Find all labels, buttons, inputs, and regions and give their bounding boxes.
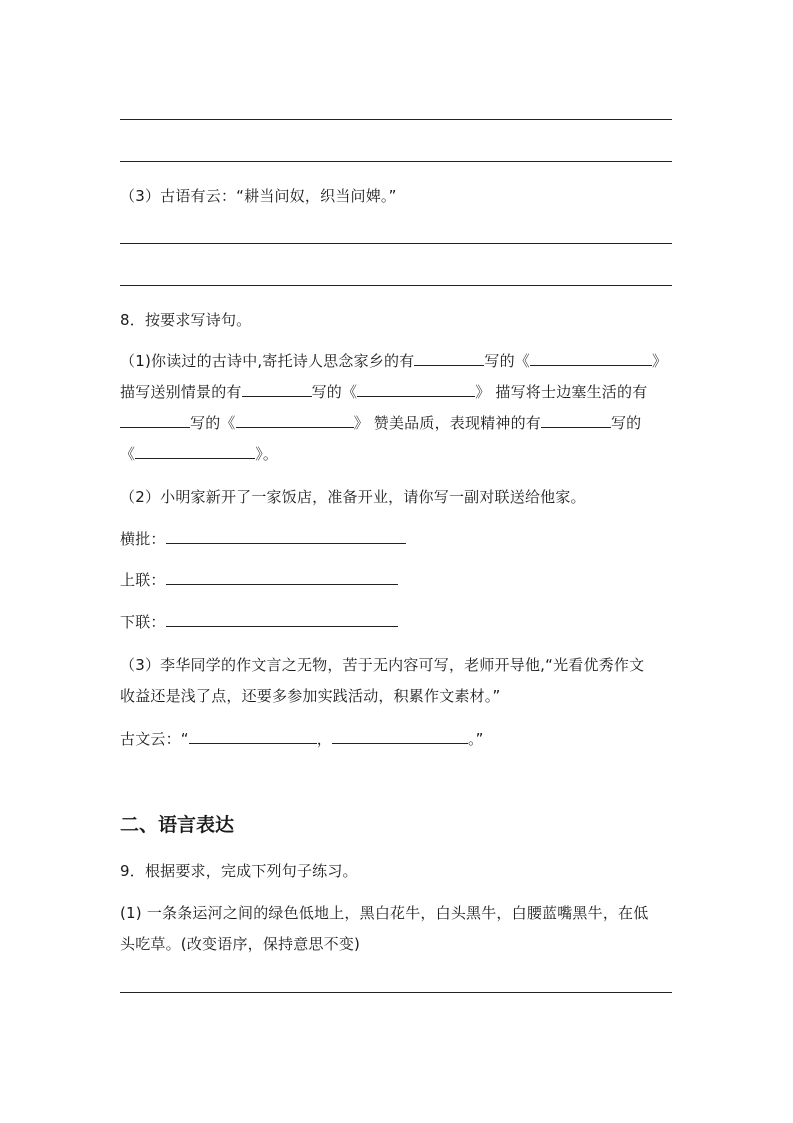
q8-item1-text: 描写送别情景的有	[120, 383, 242, 401]
xialian-blank[interactable]	[166, 612, 398, 627]
blank-title[interactable]	[530, 351, 652, 366]
guwen-blank-1[interactable]	[189, 729, 317, 744]
q7-item3: （3）古语有云：“耕当问奴，织当问婢。”	[120, 187, 397, 205]
q8-item1-line1	[120, 351, 667, 371]
q8-item1-text: 赞美品质，表现精神的有	[373, 414, 541, 432]
hengpi-label: 横批：	[120, 530, 166, 548]
q8-item1-text: 写的《	[190, 414, 236, 432]
answer-line[interactable]	[120, 243, 672, 244]
section-heading: 二、语言表达	[120, 814, 235, 836]
q9-title: 9．根据要求，完成下列句子练习。	[120, 862, 358, 880]
shanglian-blank[interactable]	[166, 570, 398, 585]
guwen-blank-2[interactable]	[332, 729, 468, 744]
q8-item1-text: （1)你读过的古诗中,寄托诗人思念家乡的有	[120, 352, 415, 370]
blank-author[interactable]	[242, 382, 312, 397]
q8-item1-text: 写的	[610, 414, 642, 432]
q8-item2: （2）小明家新开了一家饭店，准备开业，请你写一副对联送给他家。	[120, 488, 586, 506]
xialian-label: 下联：	[120, 613, 166, 631]
hengpi-row	[120, 529, 406, 549]
blank-title[interactable]	[236, 413, 354, 428]
q8-item1-line4	[120, 444, 278, 464]
q8-title: 8．按要求写诗句。	[120, 311, 252, 329]
blank-author[interactable]	[541, 413, 611, 428]
blank-title[interactable]	[357, 382, 475, 397]
blank-title[interactable]	[135, 444, 255, 459]
shanglian-row	[120, 570, 398, 590]
q8-item1-text: 写的《	[484, 352, 530, 370]
blank-author[interactable]	[120, 413, 190, 428]
answer-line[interactable]	[120, 285, 672, 286]
answer-line[interactable]	[120, 119, 672, 120]
q8-item1-line3	[120, 413, 641, 433]
q8-item1-text: 描写将士边塞生活的有	[495, 383, 648, 401]
q8-item1-text: 》	[353, 414, 369, 432]
q8-item1-text: 》	[475, 383, 491, 401]
q9-item1-line1: (1) 一条条运河之间的绿色低地上，黑白花牛，白头黑牛，白腰蓝嘴黑牛，在低	[120, 904, 649, 922]
q8-item1-text: 》。	[255, 445, 279, 463]
hengpi-blank[interactable]	[166, 529, 406, 544]
q8-item3-line2: 收益还是浅了点，还要多参加实践活动，积累作文素材。”	[120, 687, 501, 705]
q9-item1-line2: 头吃草。(改变语序，保持意思不变)	[120, 935, 361, 953]
xialian-row	[120, 612, 398, 632]
guwen-end: 。”	[467, 730, 484, 748]
blank-author[interactable]	[414, 351, 484, 366]
q8-item1-line2	[120, 382, 647, 402]
guwen-row	[120, 729, 484, 749]
q8-item1-text: 》	[651, 352, 668, 370]
q8-item3-line1: （3）李华同学的作文言之无物，苦于无内容可写，老师开导他,“光看优秀作文	[120, 656, 645, 674]
answer-line[interactable]	[120, 161, 672, 162]
answer-line[interactable]	[120, 992, 672, 993]
q8-item1-text: 《	[120, 445, 136, 463]
guwen-label: 古文云：“	[120, 730, 189, 748]
q8-item1-text: 写的《	[311, 383, 358, 401]
guwen-sep: ，	[316, 730, 332, 748]
shanglian-label: 上联：	[120, 571, 166, 589]
